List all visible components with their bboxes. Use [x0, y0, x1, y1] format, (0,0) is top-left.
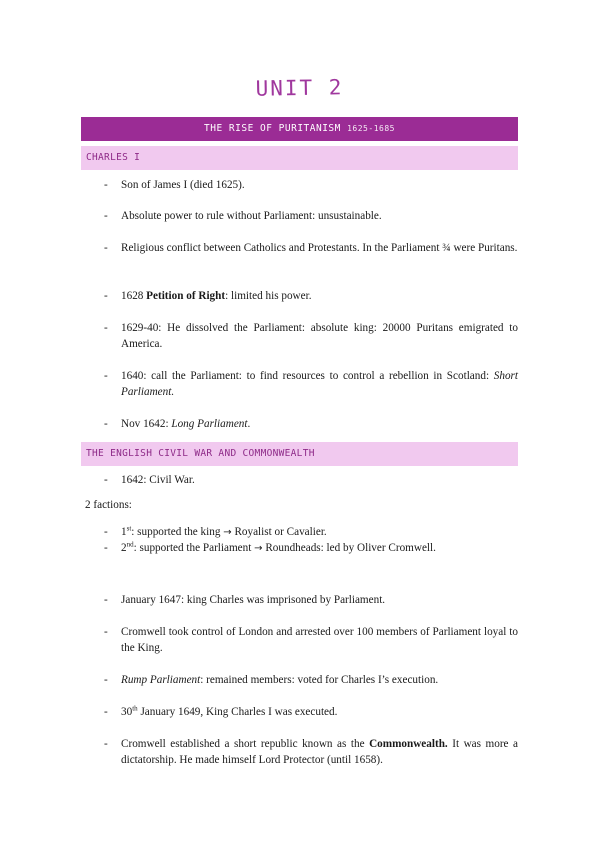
unit-banner: [81, 117, 518, 141]
item-text: 30th January 1649, King Charles I was executed.: [121, 704, 338, 718]
factions-label: 2 factions:: [85, 499, 132, 511]
bullet-dash: -: [104, 179, 108, 191]
list-item: [104, 177, 518, 193]
bullet-dash: -: [104, 210, 108, 222]
banner-years: 1625-1685: [347, 124, 395, 133]
petition-of-right: Petition of Right: [146, 290, 226, 302]
list-item: [104, 736, 518, 768]
long-parliament: Long Parliament: [171, 418, 248, 430]
item-text: 1628 Petition of Right: limited his power.: [121, 290, 312, 302]
list-item: [104, 240, 518, 256]
item-text: 1629-40: He dissolved the Parliament: absolute king: 20000 Puritans emigrated to America.: [121, 322, 518, 350]
banner-title: THE RISE OF PURITANISM: [204, 123, 341, 134]
item-text: January 1647: king Charles was imprisoned by Parliament.: [121, 594, 386, 606]
bullet-dash: -: [104, 322, 108, 334]
faction-item: [104, 524, 518, 541]
item-text: 1640: call the Parliament: to find resources to control a rebellion in Scotland: Short Parliament.: [121, 370, 518, 398]
bullet-dash: -: [104, 474, 108, 486]
list-item: [104, 472, 518, 488]
item-text: Cromwell took control of London and arrested over 100 members of Parliament loyal to the King.: [121, 626, 518, 654]
list-item: [104, 320, 518, 352]
item-text: Cromwell established a short republic known as the Commonwealth. It was more a dictatorship. He made himself Lord Protector (until 1658).: [121, 738, 519, 766]
short-parliament: Short Parliament.: [121, 370, 518, 398]
arrow-right-icon: →: [254, 543, 263, 554]
item-text: Rump Parliament: remained members: voted for Charles I’s execution.: [121, 674, 439, 686]
list-item: [104, 624, 518, 656]
bullet-dash: -: [104, 706, 108, 718]
bullet-dash: -: [104, 290, 108, 302]
list-item: [104, 368, 518, 400]
section-heading-civil-war: THE ENGLISH CIVIL WAR AND COMMONWEALTH: [81, 442, 518, 466]
item-text: 2nd: supported the Parliament → Roundheads: led by Oliver Cromwell.: [121, 540, 436, 554]
list-item: [104, 672, 518, 688]
arrow-right-icon: →: [223, 527, 232, 538]
bullet-dash: -: [104, 418, 108, 430]
bullet-dash: -: [104, 526, 108, 538]
bullet-dash: -: [104, 242, 108, 254]
bullet-dash: -: [104, 674, 108, 686]
item-text: Absolute power to rule without Parliament: unsustainable.: [121, 210, 382, 222]
list-item: [104, 208, 518, 224]
list-item: [104, 704, 518, 720]
list-item: [104, 288, 518, 304]
item-text: 1642: Civil War.: [121, 474, 195, 486]
list-item: [104, 416, 518, 432]
commonwealth: Commonwealth.: [369, 738, 448, 750]
bullet-dash: -: [104, 542, 108, 554]
item-text: Religious conflict between Catholics and Protestants. In the Parliament ¾ were Puritans.: [121, 242, 518, 254]
page-title: UNIT 2: [255, 75, 344, 101]
bullet-dash: -: [104, 626, 108, 638]
section-heading-charles: CHARLES I: [81, 146, 518, 170]
bullet-dash: -: [104, 738, 108, 750]
bullet-dash: -: [104, 370, 108, 382]
list-item: [104, 592, 518, 608]
faction-item: [104, 540, 518, 557]
rump-parliament: Rump Parliament: [121, 674, 201, 686]
item-text: Nov 1642: Long Parliament.: [121, 418, 251, 430]
item-text: 1st: supported the king → Royalist or Cavalier.: [121, 524, 327, 538]
item-text: Son of James I (died 1625).: [121, 179, 245, 191]
bullet-dash: -: [104, 594, 108, 606]
